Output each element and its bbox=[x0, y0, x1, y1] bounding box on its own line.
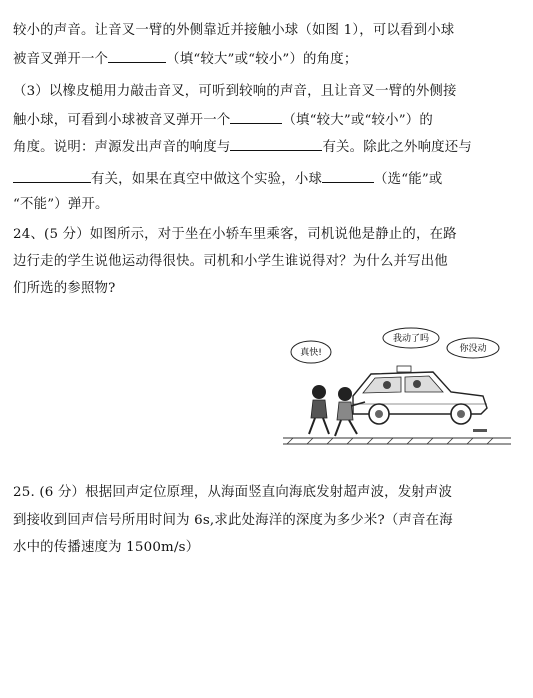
text-line-7: “不能”）弹开。 bbox=[13, 197, 109, 212]
text-segment: （填“较大”或“较小”）的 bbox=[282, 113, 433, 128]
question-25-line-1: 25. (6 分）根据回声定位原理，从海面竖直向海底发射超声波，发射声波 bbox=[13, 485, 453, 500]
answer-blank bbox=[230, 137, 322, 151]
text-line-4 bbox=[13, 110, 433, 130]
answer-blank bbox=[230, 110, 282, 124]
text-line-6 bbox=[13, 169, 443, 189]
driver-head bbox=[383, 381, 391, 389]
student-head bbox=[338, 387, 352, 401]
text-segment: （选“能”或 bbox=[374, 172, 443, 187]
text-segment: （填“较大”或“较小”）的角度； bbox=[166, 52, 358, 67]
question-25-line-2: 到接收到回声信号所用时间为 6s,求此处海洋的深度为多少米?（声音在海 bbox=[13, 513, 453, 528]
question-25-line-3: 水中的传播速度为 1500m/s） bbox=[13, 540, 200, 555]
text-segment: 触小球，可看到小球被音叉弹开一个 bbox=[13, 113, 231, 128]
bubble-text-top: 我动了吗 bbox=[392, 334, 430, 344]
answer-blank bbox=[108, 49, 166, 63]
speech-bubble-students bbox=[291, 341, 331, 363]
answer-blank bbox=[13, 169, 91, 183]
text-segment: 被音叉弹开一个 bbox=[13, 52, 109, 67]
answer-blank bbox=[322, 169, 374, 183]
car-and-students-illustration bbox=[283, 326, 511, 448]
curb-hatching bbox=[287, 438, 493, 444]
car-hub bbox=[375, 410, 383, 418]
text-segment: 有关，如果在真空中做这个实验，小球 bbox=[91, 172, 323, 187]
text-segment: 角度。说明：声源发出声音的响度与 bbox=[13, 140, 231, 155]
text-line-1: 较小的声音。让音叉一臂的外侧靠近并接触小球（如图 1），可以看到小球 bbox=[13, 23, 455, 38]
text-segment: 有关。除此之外响度还与 bbox=[322, 140, 472, 155]
road-marker bbox=[473, 429, 487, 432]
bubble-text-left: 真快! bbox=[300, 348, 322, 358]
speech-bubble-driver bbox=[447, 338, 499, 358]
question-24-line-1: 24、(5 分）如图所示，对于坐在小轿车里乘客，司机说他是静止的，在路 bbox=[13, 227, 457, 242]
car-hub bbox=[457, 410, 465, 418]
speech-bubble-passenger bbox=[383, 328, 439, 348]
question-24-line-2: 边行走的学生说他运动得很快。司机和小学生谁说得对？为什么并写出他 bbox=[13, 254, 448, 269]
text-line-5 bbox=[13, 137, 472, 157]
car bbox=[353, 366, 487, 424]
bubble-text-right: 你没动 bbox=[459, 344, 487, 354]
text-line-2 bbox=[13, 49, 357, 69]
text-line-3: （3）以橡皮槌用力敲击音叉，可听到较响的声音，且让音叉一臂的外侧接 bbox=[13, 84, 457, 99]
passenger-head bbox=[413, 380, 421, 388]
student-head bbox=[312, 385, 326, 399]
question-24-line-3: 们所选的参照物? bbox=[13, 281, 116, 296]
